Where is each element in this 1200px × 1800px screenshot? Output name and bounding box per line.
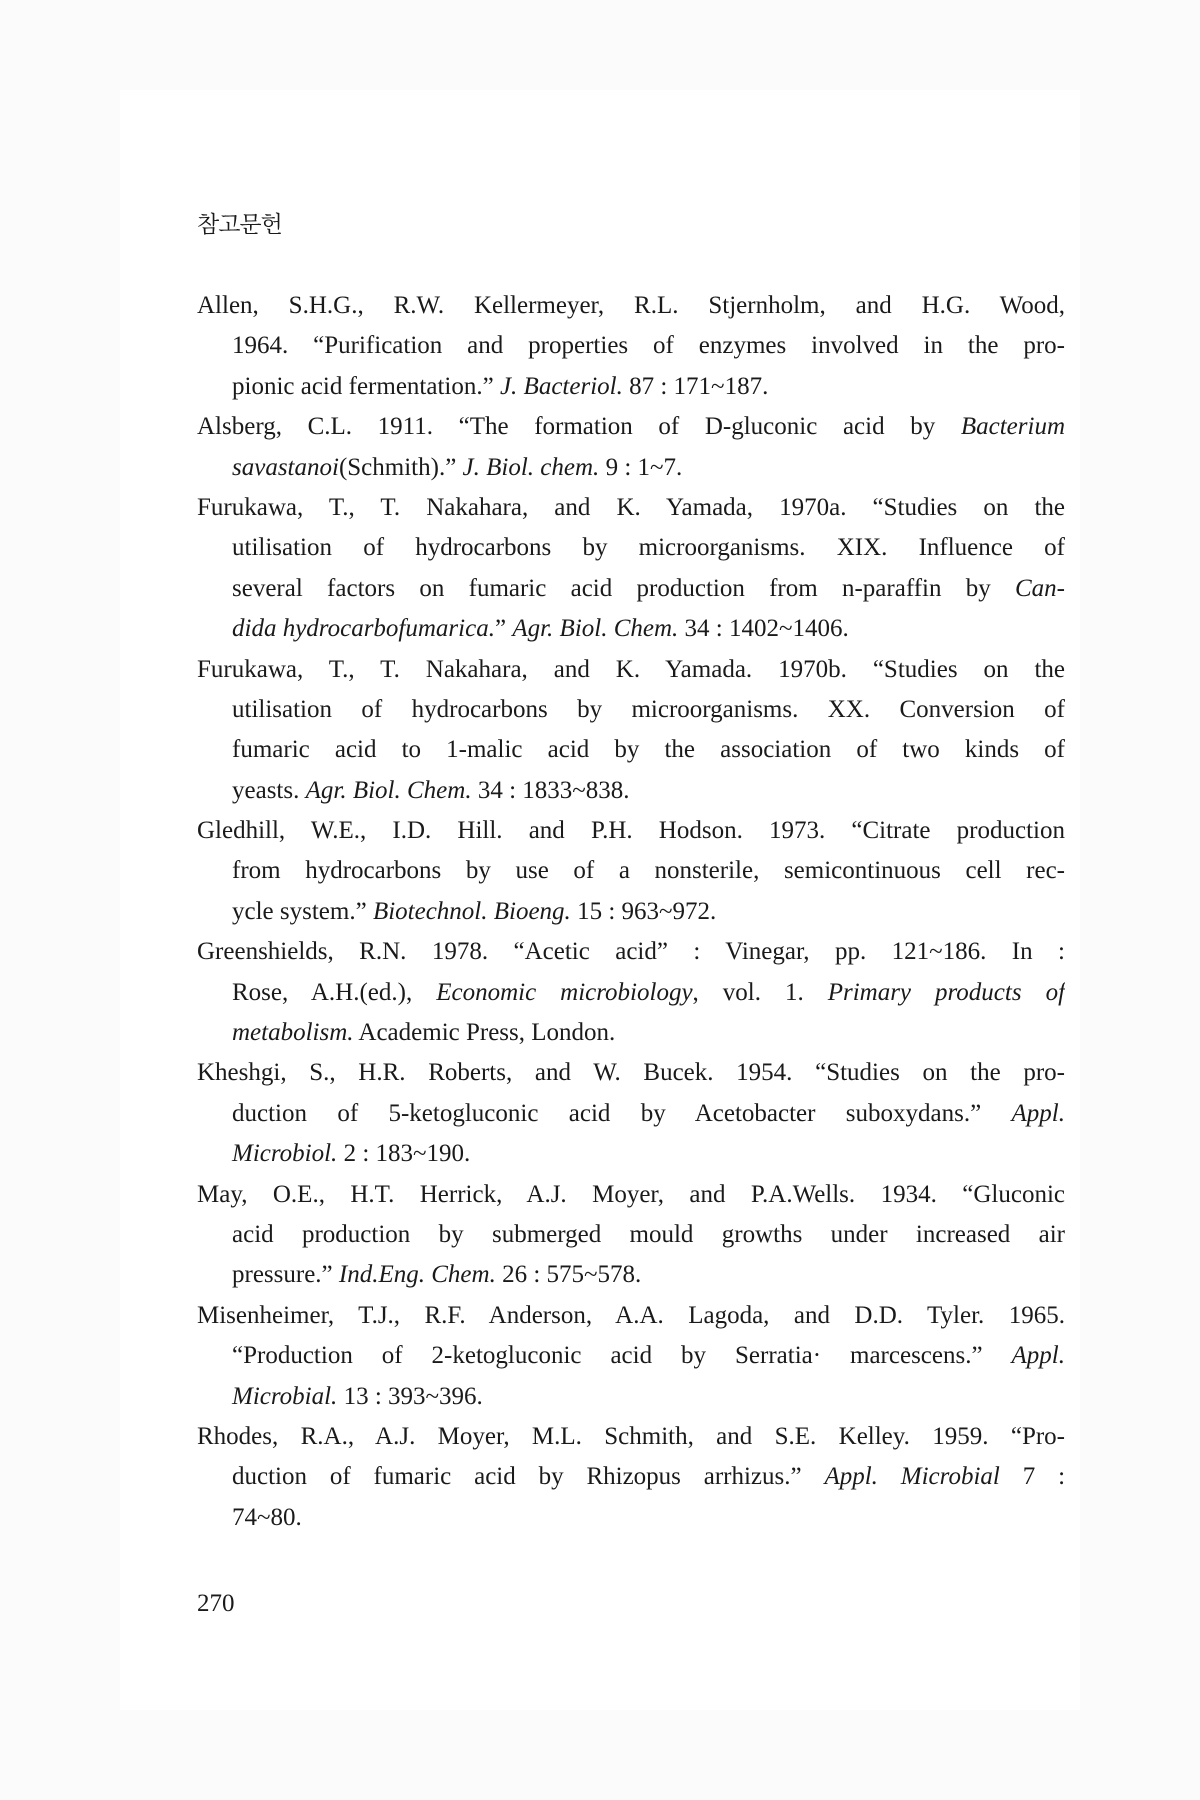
reference-italic-text: Can-	[1015, 574, 1065, 602]
page-number: 270	[197, 1590, 235, 1617]
reference-entry	[197, 286, 1065, 407]
reference-entry	[197, 1053, 1065, 1174]
reference-entry	[197, 650, 1065, 812]
reference-line	[197, 771, 1065, 811]
reference-text: Allen, S.H.G., R.W. Kellermeyer, R.L. Stjernholm, and H.G. Wood,	[197, 292, 1065, 319]
reference-italic-text: Agr. Biol. Chem.	[305, 776, 472, 804]
reference-text: 7 :	[999, 1463, 1065, 1491]
reference-line	[197, 326, 1065, 366]
reference-text: Rose, A.H.(ed.),	[232, 978, 437, 1006]
reference-text: 87 : 171~187.	[622, 372, 769, 400]
reference-text: several factors on fumaric acid production from n-paraffin by	[232, 574, 1015, 602]
reference-text: ”	[494, 615, 513, 643]
reference-line	[197, 407, 1065, 447]
reference-line	[197, 811, 1065, 851]
reference-line	[197, 1498, 1065, 1538]
reference-entry	[197, 1175, 1065, 1296]
reference-line	[197, 851, 1065, 891]
reference-line	[197, 488, 1065, 528]
reference-text: 26 : 575~578.	[495, 1261, 642, 1289]
reference-text: Gledhill, W.E., I.D. Hill. and P.H. Hodson. 1973. “Citrate production	[197, 817, 1065, 845]
reference-italic-text: Appl.	[1011, 1099, 1065, 1127]
reference-entry	[197, 407, 1065, 488]
reference-line	[197, 1094, 1065, 1134]
reference-line	[197, 286, 1065, 326]
reference-italic-text: savastanoi	[232, 453, 339, 481]
reference-entry	[197, 932, 1065, 1053]
reference-line	[197, 973, 1065, 1013]
reference-italic-text: Ind.Eng. Chem.	[338, 1261, 496, 1289]
reference-text: 34 : 1833~838.	[471, 776, 630, 804]
reference-text: Misenheimer, T.J., R.F. Anderson, A.A. Lagoda, and D.D. Tyler. 1965.	[197, 1301, 1065, 1329]
reference-line	[197, 730, 1065, 770]
reference-line	[197, 1296, 1065, 1336]
reference-text: pionic acid fermentation.”	[232, 372, 500, 400]
reference-entry	[197, 1417, 1065, 1538]
reference-text: (Schmith).”	[338, 453, 463, 481]
reference-line	[197, 1013, 1065, 1053]
reference-italic-text: Economic microbiology	[436, 978, 693, 1006]
reference-italic-text: Appl.	[1011, 1342, 1065, 1370]
reference-line	[197, 1215, 1065, 1255]
reference-text: 2 : 183~190.	[337, 1140, 471, 1168]
reference-text: ycle system.”	[232, 897, 373, 925]
reference-text: yeasts.	[232, 776, 306, 804]
reference-entry	[197, 488, 1065, 650]
reference-line	[197, 1134, 1065, 1174]
reference-text: pressure.”	[232, 1261, 339, 1289]
reference-line	[197, 569, 1065, 609]
reference-italic-text: J. Bacteriol.	[499, 372, 623, 400]
section-heading: 참고문헌	[197, 212, 282, 238]
reference-text: utilisation of hydrocarbons by microorganisms. XIX. Influence of	[232, 534, 1065, 562]
reference-text: duction of fumaric acid by Rhizopus arrhizus.”	[232, 1463, 825, 1491]
reference-text: Furukawa, T., T. Nakahara, and K. Yamada. 1970b. “Studies on the	[197, 655, 1065, 683]
reference-text: 13 : 393~396.	[337, 1382, 483, 1410]
reference-text: Academic Press, London.	[353, 1019, 616, 1047]
reference-text: May, O.E., H.T. Herrick, A.J. Moyer, and P.A.Wells. 1934. “Gluconic	[197, 1180, 1065, 1208]
reference-line	[197, 650, 1065, 690]
reference-text: 15 : 963~972.	[570, 897, 717, 925]
reference-line	[197, 1377, 1065, 1417]
reference-text: 9 : 1~7.	[599, 453, 683, 481]
reference-entry	[197, 1296, 1065, 1417]
reference-text: fumaric acid to 1-malic acid by the association of two kinds of	[232, 736, 1065, 764]
reference-text: duction of 5-ketogluconic acid by Acetobacter suboxydans.”	[232, 1099, 1012, 1127]
reference-italic-text: Bacterium	[960, 413, 1065, 441]
reference-line	[197, 892, 1065, 932]
reference-line	[197, 609, 1065, 649]
reference-text: utilisation of hydrocarbons by microorganisms. XX. Conversion of	[232, 695, 1065, 723]
reference-text: Rhodes, R.A., A.J. Moyer, M.L. Schmith, and S.E. Kelley. 1959. “Pro-	[197, 1422, 1065, 1450]
reference-line	[197, 932, 1065, 972]
reference-text: from hydrocarbons by use of a nonsterile, semicontinuous cell rec-	[232, 857, 1065, 885]
reference-italic-text: Agr. Biol. Chem.	[512, 615, 679, 643]
reference-italic-text: Microbial.	[232, 1382, 338, 1410]
reference-line	[197, 1336, 1065, 1376]
reference-text: acid production by submerged mould growths under increased air	[232, 1220, 1065, 1248]
reference-text: 34 : 1402~1406.	[678, 615, 849, 643]
reference-line	[197, 528, 1065, 568]
reference-line	[197, 690, 1065, 730]
reference-italic-text: J. Biol. chem.	[462, 453, 600, 481]
reference-list	[197, 286, 1065, 1538]
reference-line	[197, 448, 1065, 488]
reference-italic-text: dida hydrocarbofumarica.	[232, 615, 495, 643]
reference-text: “Production of 2-ketogluconic acid by Serratia· marcescens.”	[232, 1342, 1012, 1370]
reference-line	[197, 1255, 1065, 1295]
reference-line	[197, 1457, 1065, 1497]
reference-text: Greenshields, R.N. 1978. “Acetic acid” : Vinegar, pp. 121~186. In :	[197, 938, 1065, 966]
reference-text: 1964. “Purification and properties of enzymes involved in the pro-	[232, 332, 1065, 360]
reference-italic-text: Biotechnol. Bioeng.	[372, 897, 571, 925]
reference-italic-text: Appl. Microbial	[824, 1463, 1000, 1491]
reference-line	[197, 1175, 1065, 1215]
reference-italic-text: Primary products of	[827, 978, 1065, 1006]
reference-text: 74~80.	[232, 1503, 302, 1531]
reference-text: , vol. 1.	[692, 978, 828, 1006]
reference-entry	[197, 811, 1065, 932]
reference-italic-text: metabolism.	[232, 1019, 354, 1047]
reference-text: Alsberg, C.L. 1911. “The formation of D-gluconic acid by	[197, 413, 961, 441]
reference-line	[197, 1417, 1065, 1457]
reference-text: Furukawa, T., T. Nakahara, and K. Yamada, 1970a. “Studies on the	[197, 493, 1065, 521]
reference-line	[197, 1053, 1065, 1093]
reference-italic-text: Microbiol.	[232, 1140, 338, 1168]
reference-text: Kheshgi, S., H.R. Roberts, and W. Bucek. 1954. “Studies on the pro-	[197, 1059, 1065, 1087]
reference-line	[197, 367, 1065, 407]
